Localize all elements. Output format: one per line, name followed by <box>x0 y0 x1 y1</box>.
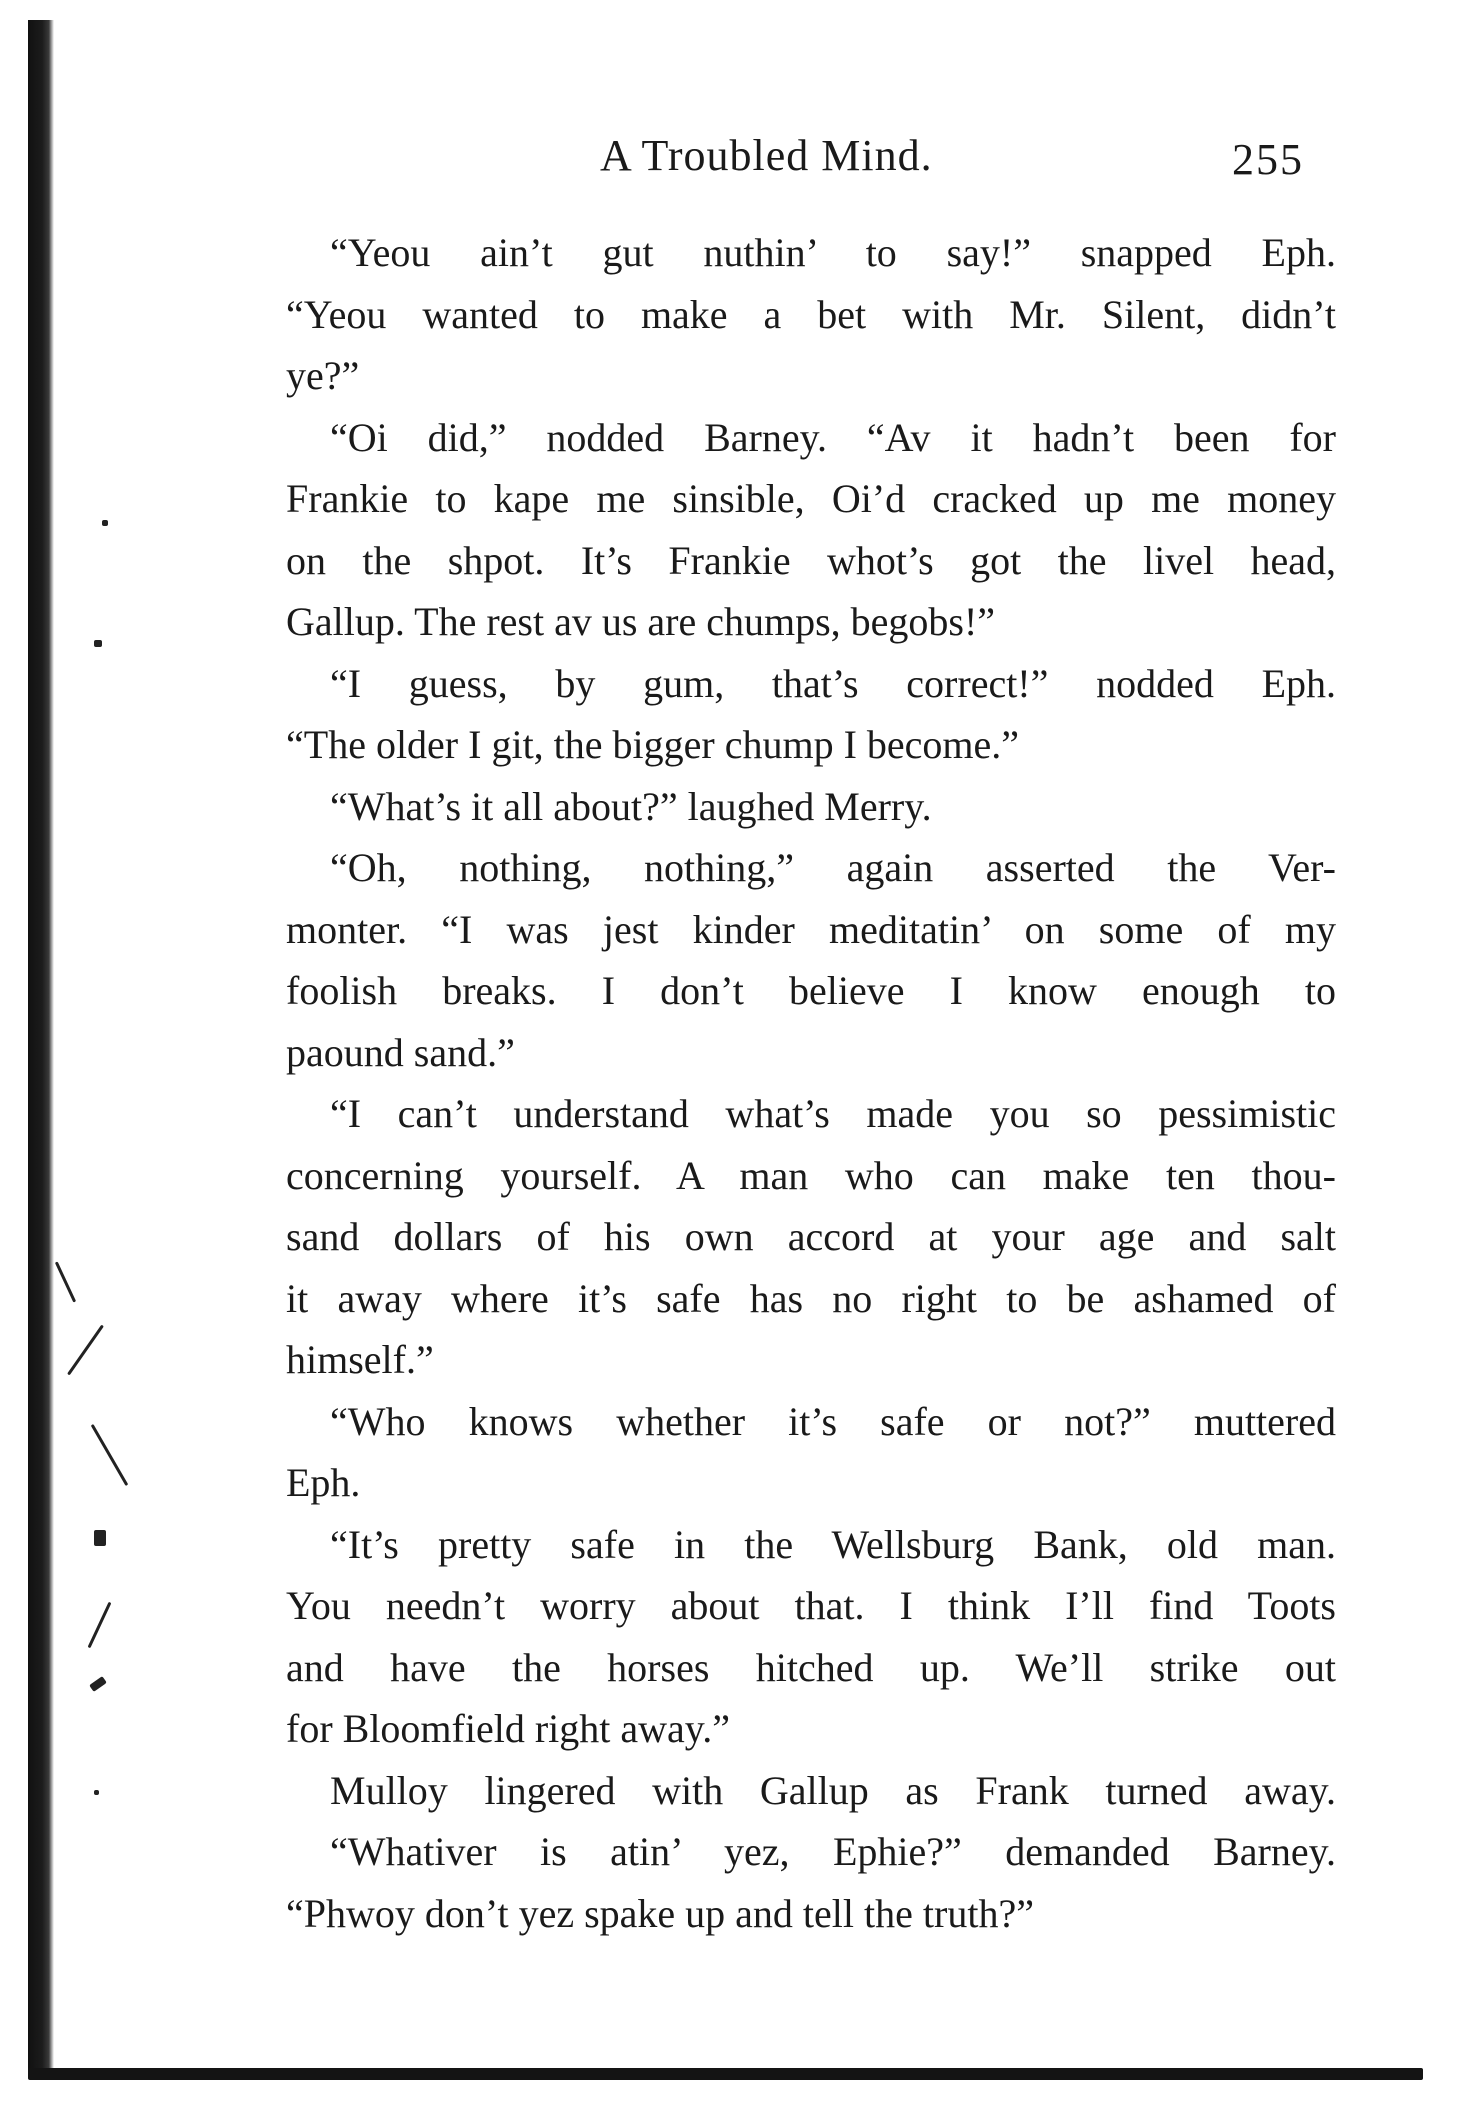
text-line: paound sand.” <box>286 1029 515 1075</box>
text-line: concerning yourself. A man who can make ten thou- <box>286 1152 1336 1198</box>
text-line: Gallup. The rest av us are chumps, begobs!” <box>286 599 996 644</box>
text-line: and have the horses hitched up. We’ll strike out <box>286 1644 1336 1690</box>
text-line: “Oi did,” nodded Barney. “Av it hadn’t been for <box>330 414 1336 460</box>
text-line: Eph. <box>286 1460 361 1505</box>
text-line: ye?” <box>286 353 360 398</box>
book-binding-edge <box>28 20 54 2070</box>
text-line: “I can’t understand what’s made you so pessimistic <box>330 1091 1336 1136</box>
text-line: “It’s pretty safe in the Wellsburg Bank, old man. <box>330 1521 1336 1567</box>
text-line: “Yeou ain’t gut nuthin’ to say!” snapped Eph. <box>330 230 1336 275</box>
text-line: “I guess, by gum, that’s correct!” nodded Eph. <box>330 660 1336 706</box>
text-line: on the shpot. It’s Frankie whot’s got the livel head, <box>286 537 1336 583</box>
text-line: it away where it’s safe has no right to be ashamed of <box>286 1275 1336 1321</box>
text-line: “Whativer is atin’ yez, Ephie?” demanded Barney. <box>330 1829 1336 1874</box>
text-line: Frankie to kape me sinsible, Oi’d cracked up me money <box>286 476 1336 521</box>
page-number: 255 <box>1232 135 1304 184</box>
body-text <box>286 222 1336 1944</box>
bottom-binding-rule <box>28 2068 1423 2080</box>
text-line: foolish breaks. I don’t believe I know enough to <box>286 968 1336 1013</box>
binding-scan-marks <box>54 200 134 1900</box>
text-line: “Yeou wanted to make a bet with Mr. Silent, didn’t <box>286 291 1336 337</box>
text-line: for Bloomfield right away.” <box>286 1706 730 1751</box>
text-line: sand dollars of his own accord at your age and salt <box>286 1214 1336 1259</box>
text-line: “Oh, nothing, nothing,” again asserted the Ver- <box>330 845 1336 890</box>
text-line: Mulloy lingered with Gallup as Frank turned away. <box>330 1767 1336 1813</box>
text-line: “Phwoy don’t yez spake up and tell the truth?” <box>286 1890 1034 1936</box>
text-line: himself.” <box>286 1337 434 1382</box>
text-line: “The older I git, the bigger chump I become.” <box>286 722 1020 767</box>
running-head <box>0 130 1478 190</box>
running-title: A Troubled Mind. <box>600 131 933 180</box>
text-line: “Who knows whether it’s safe or not?” muttered <box>330 1398 1336 1444</box>
text-line: You needn’t worry about that. I think I’ll find Toots <box>286 1583 1336 1628</box>
text-line: monter. “I was jest kinder meditatin’ on some of my <box>286 906 1336 952</box>
text-line: “What’s it all about?” laughed Merry. <box>330 783 932 829</box>
